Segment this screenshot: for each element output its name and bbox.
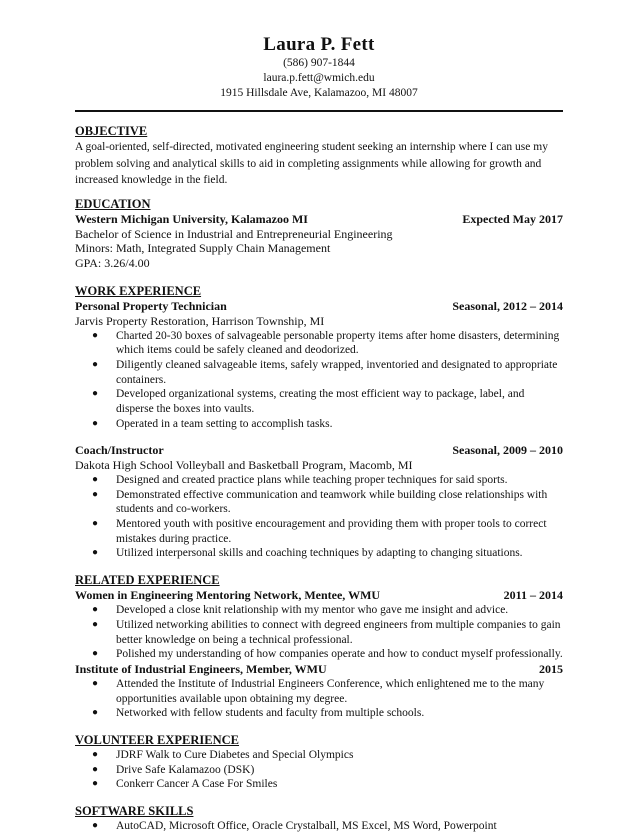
resume-header bbox=[75, 0, 563, 101]
volunteer-bullets bbox=[75, 748, 563, 792]
job-role: Coach/Instructor bbox=[75, 443, 164, 458]
bullet-icon: ● bbox=[92, 388, 99, 400]
list-item: ● Designed and created practice plans while teaching proper techniques for said sports. bbox=[92, 473, 508, 486]
school-name: Western Michigan University, Kalamazoo MI bbox=[75, 211, 308, 226]
software-section bbox=[75, 804, 563, 834]
job-date: Seasonal, 2009 – 2010 bbox=[452, 443, 563, 458]
education-section bbox=[75, 197, 563, 271]
volunteer-title: VOLUNTEER EXPERIENCE bbox=[75, 733, 240, 748]
related-title-row bbox=[75, 588, 563, 603]
bullet-icon: ● bbox=[92, 763, 99, 775]
job-organization: Dakota High School Volleyball and Basketball Program, Macomb, MI bbox=[75, 458, 413, 473]
graduation-date: Expected May 2017 bbox=[462, 211, 563, 226]
list-item: ● Developed a close knit relationship with my mentor who gave me insight and advice. bbox=[92, 604, 509, 617]
software-title: SOFTWARE SKILLS bbox=[75, 804, 194, 819]
objective-title: OBJECTIVE bbox=[75, 124, 148, 138]
bullet-icon: ● bbox=[92, 604, 99, 616]
job-organization: Jarvis Property Restoration, Harrison Township, MI bbox=[75, 314, 325, 328]
list-item: ● Demonstrated effective communication and teamwork while building close relationships with students and co-workers. bbox=[92, 488, 548, 516]
bullet-icon: ● bbox=[92, 749, 99, 761]
job-role: Personal Property Technician bbox=[75, 299, 227, 313]
job-date: Seasonal, 2012 – 2014 bbox=[452, 299, 563, 313]
list-item: ● Utilized interpersonal skills and coaching techniques by adapting to changing situations. bbox=[92, 547, 523, 560]
list-item: ● Charted 20-30 boxes of salvageable personable property items after home disasters, determining which items could be safely cleaned and deodorized. bbox=[92, 329, 560, 357]
spacer bbox=[75, 431, 563, 443]
bullet-icon: ● bbox=[92, 417, 99, 429]
list-item: ● Operated in a team setting to accomplish tasks. bbox=[92, 417, 333, 430]
software-bullets bbox=[75, 819, 563, 834]
bullet-icon: ● bbox=[92, 518, 99, 530]
list-item: ● Drive Safe Kalamazoo (DSK) bbox=[92, 763, 255, 776]
job-bullets bbox=[75, 473, 563, 561]
related-date: 2011 – 2014 bbox=[503, 588, 563, 603]
email-address: laura.p.fett@wmich.edu bbox=[263, 72, 375, 84]
work-experience-title: WORK EXPERIENCE bbox=[75, 284, 202, 298]
related-bullets bbox=[75, 603, 563, 662]
bullet-icon: ● bbox=[92, 618, 99, 630]
bullet-icon: ● bbox=[92, 488, 99, 500]
gpa: GPA: 3.26/4.00 bbox=[75, 255, 150, 270]
job-bullets bbox=[75, 329, 563, 432]
related-organization: Institute of Industrial Engineers, Member, WMU bbox=[75, 661, 327, 676]
list-item: ● Developed organizational systems, creating the most efficient way to package, label, and disperse the boxes into vaults. bbox=[92, 388, 525, 416]
job-entry bbox=[75, 443, 563, 561]
job-entry bbox=[75, 299, 563, 431]
list-item: ● Attended the Institute of Industrial Engineers Conference, which enlightened me to the many opportunities available upon obtaining my degree. bbox=[92, 677, 545, 705]
work-experience-section bbox=[75, 284, 563, 561]
bullet-icon: ● bbox=[92, 677, 99, 689]
bullet-icon: ● bbox=[92, 547, 99, 559]
bullet-icon: ● bbox=[92, 707, 99, 719]
list-item: ● Utilized networking abilities to connect with degreed engineers from multiple companies to gain better knowledge on being a technical professional. bbox=[92, 618, 561, 646]
list-item: ● Polished my understanding of how companies operate and how to conduct myself professionally. bbox=[92, 648, 563, 661]
list-item: ● JDRF Walk to Cure Diabetes and Special Olympics bbox=[92, 749, 354, 762]
phone-number: (586) 907-1844 bbox=[283, 57, 355, 69]
related-title-row bbox=[75, 662, 563, 677]
objective-section bbox=[75, 124, 563, 189]
related-bullets bbox=[75, 677, 563, 721]
bullet-icon: ● bbox=[92, 329, 99, 341]
list-item: ● Diligently cleaned salvageable items, safely wrapped, inventoried and designated to appropriate containers. bbox=[92, 358, 558, 386]
degree: Bachelor of Science in Industrial and Entrepreneurial Engineering bbox=[75, 226, 393, 241]
job-title-row bbox=[75, 443, 563, 458]
related-experience-section bbox=[75, 573, 563, 721]
bullet-icon: ● bbox=[92, 820, 99, 832]
minors: Minors: Math, Integrated Supply Chain Management bbox=[75, 241, 331, 255]
related-experience-title: RELATED EXPERIENCE bbox=[75, 573, 220, 588]
list-item: ● Networked with fellow students and faculty from multiple schools. bbox=[92, 707, 425, 720]
bullet-icon: ● bbox=[92, 778, 99, 790]
bullet-icon: ● bbox=[92, 648, 99, 660]
job-title-row bbox=[75, 299, 563, 314]
volunteer-section bbox=[75, 733, 563, 792]
education-school-row bbox=[75, 212, 563, 227]
related-date: 2015 bbox=[539, 661, 563, 676]
related-organization: Women in Engineering Mentoring Network, Mentee, WMU bbox=[75, 588, 381, 603]
education-title: EDUCATION bbox=[75, 196, 151, 211]
list-item: ● AutoCAD, Microsoft Office, Oracle Crystalball, MS Excel, MS Word, Powerpoint bbox=[92, 820, 497, 833]
bullet-icon: ● bbox=[92, 473, 99, 485]
objective-text: A goal-oriented, self-directed, motivated engineering student seeking an internship where I can use my problem solving and analytical skills to aid in completing assignments while allowing for growth and increased knowledge in the field. bbox=[75, 141, 548, 186]
bullet-icon: ● bbox=[92, 358, 99, 370]
list-item: ● Conkerr Cancer A Case For Smiles bbox=[92, 778, 278, 791]
candidate-name: Laura P. Fett bbox=[263, 34, 375, 55]
mailing-address: 1915 Hillsdale Ave, Kalamazoo, MI 48007 bbox=[220, 87, 418, 99]
list-item: ● Mentored youth with positive encouragement and providing them with proper tools to correct mistakes during practice. bbox=[92, 518, 547, 545]
header-divider bbox=[75, 110, 563, 112]
